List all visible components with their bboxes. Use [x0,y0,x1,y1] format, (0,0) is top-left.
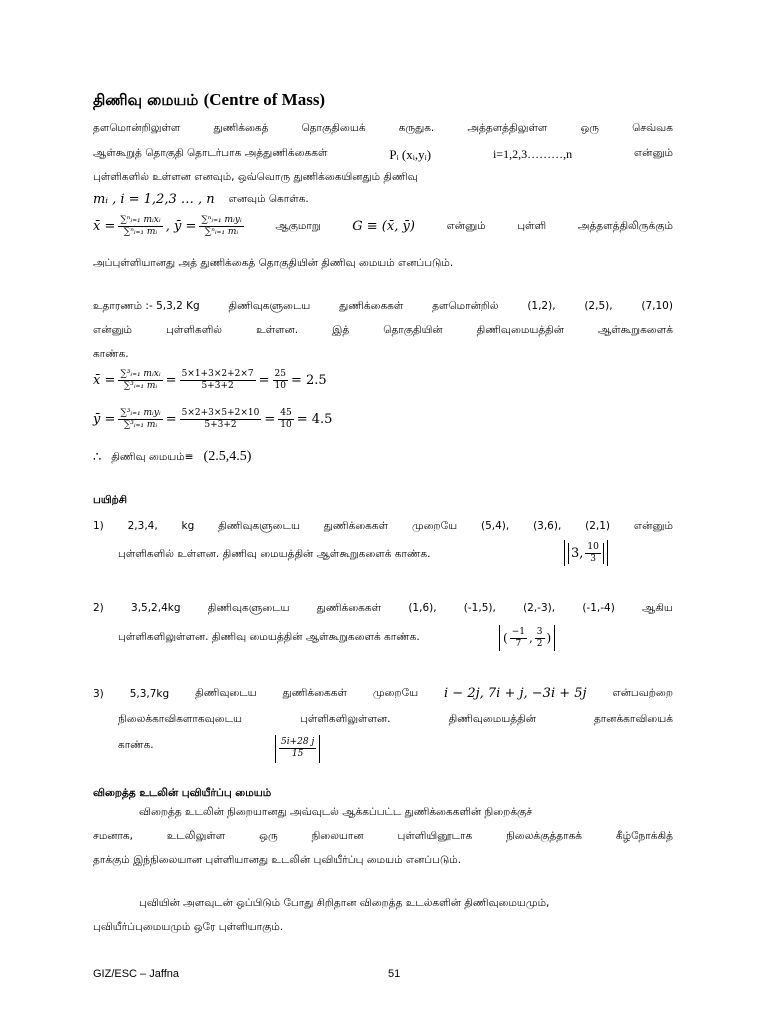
q1-line-1-word-5: துணிக்கைகள் [323,520,389,532]
example-line-1-word-2: திணிவுகளுடைய [228,300,311,312]
q1-answer-num: 10 [587,541,599,552]
intro-line-2-end: என்னும் [633,147,673,159]
intro-line-1-word-4: கருதுக. [398,122,435,134]
q1-line-2: புள்ளிகளில் உள்ளன. திணிவு மையத்தின் ஆள்கூறுகளைக் காண்க. [118,548,431,560]
eq1-numerator: ∑³ᵢ₌₁ mᵢxᵢ [120,369,161,379]
eq1-result: = 2.5 [290,373,327,388]
example-line-2 [93,324,673,337]
example-line-2-word-3: உள்ளன. [256,324,299,336]
q2-line-1-word-1: 2) [93,602,104,614]
q3-masses: 5,3,7kg [129,687,170,700]
intro-line-1-word-1: தளமொன்றிலுள்ள [93,122,181,134]
q1-line-1-word-8: (3,6), [533,520,562,532]
example-line-2-word-4: இத் [332,324,350,336]
cog-p2-line-1: புவியின் அளவுடன் ஒப்பிடும் போது சிறிதான விறைத்த உடல்களின் திணிவுமையமும், [139,897,550,909]
cog-p1-line-2-word-4: நிலையான [311,830,364,842]
q1-answer-x: 3, [571,545,584,561]
q3-answer-num: 5i+28 j [281,737,315,747]
q2-line-2: புள்ளிகளிலுள்ளன. திணிவு மையத்தின் ஆள்கூறுகளைக் காண்க. [118,631,420,643]
eq2-mid-numerator: 5×2+3×5+2×10 [181,408,260,418]
g-definition: G ≡ (x̄, ȳ) [352,219,415,234]
q1-line-1 [93,520,673,533]
eq1-mid-denominator: 5+3+2 [201,381,234,391]
example-line-2-word-1: என்னும் [93,324,133,336]
cog-p1-line-3: தாக்கும் இந்நிலையான புள்ளியானது உடலின் புவியீர்ப்பு மையம் எனப்படும். [93,854,462,866]
eq2-r-numerator: 45 [280,408,292,418]
footer-source: GIZ/ESC – Jaffna [93,968,180,980]
example-line-1-word-1: உதாரணம் :- 5,3,2 Kg [93,300,200,312]
intro-line-1-word-3: தொகுதியைக் [301,122,366,134]
ybar-denominator: ∑ⁿᵢ₌₁ mᵢ [204,227,239,237]
q1-answer [564,540,608,566]
intro-line-4-text: எனவும் கொள்க. [228,193,309,205]
ybar-label: , ȳ = [165,219,197,234]
q1-line-1-word-7: (5,4), [480,520,510,532]
xbar-numerator: ∑ⁿᵢ₌₁ mᵢxᵢ [120,215,161,225]
eq1-mid-numerator: 5×1+3×2+2×7 [181,369,254,379]
q1-line-1-word-9: (2,1) [585,520,611,532]
page-number: 51 [388,968,401,980]
centroid-formula-line [93,216,673,237]
page-title [93,90,325,111]
therefore-symbol: ∴ [93,449,102,465]
example-line-1-word-5: (1,2), [527,300,556,312]
q2-line-1-word-8: (-1,-4) [582,602,615,614]
eq2-r-denominator: 10 [280,420,292,430]
intro-line-1-word-6: ஒரு [580,122,600,134]
example-line-2-word-2: புள்ளிகளில் [166,324,223,336]
eq2-denominator: ∑³ᵢ₌₁ mᵢ [123,420,158,430]
q3-line-3: காண்க. [118,739,154,751]
eq2-lhs: ȳ = [93,412,116,427]
q2-line-1-word-4: துணிக்கைகள் [316,602,382,614]
q1-line-1-word-1: 1) [93,520,104,532]
intro-line-1-word-2: துணிக்கைத் [213,122,269,134]
cog-p2-line-2: புவியீர்ப்புமையமும் ஒரே புள்ளியாகும். [93,921,284,933]
intro-line-3: புள்ளிகளில் உள்ளன எனவும், ஒவ்வொரு துணிக்கையினதும் திணிவு [93,171,418,183]
cog-p1-line-2-word-1: சமனாக, [93,830,133,842]
eq1-r-denominator: 10 [274,381,286,391]
q1-answer-den: 3 [590,553,596,564]
q2-line-1-word-6: (-1,5), [463,602,496,614]
example-line-1-word-7: (7,10) [641,300,673,312]
ybar-numerator: ∑ⁿᵢ₌₁ mᵢyᵢ [201,215,242,225]
in-plane-text: அத்தளத்திலிருக்கும் [577,220,673,232]
q2-answer-num1: −1 [511,626,525,637]
eq1-r-numerator: 25 [274,369,286,379]
q3-number: 3) [93,687,104,700]
intro-line-6: அப்புள்ளியானது அத் துணிக்கைத் தொகுதியின் திணிவு மையம் எனப்படும். [93,257,454,269]
q3-word-4: என்பவற்றை [612,687,673,699]
conclusion-text: திணிவு மையம்≡ [111,450,194,463]
eq2-result: = 4.5 [296,412,333,427]
title-tamil: திணிவு மையம் [93,91,199,109]
intro-line-1-word-5: அத்தளத்திலுள்ள [467,122,548,134]
q3-vectors: i − 2j, 7i + j, −3i + 5j [444,686,587,701]
cog-p1-line-2-word-2: உடலிலுள்ள [166,830,226,842]
eq1-denominator: ∑³ᵢ₌₁ mᵢ [123,381,158,391]
q3-line-2-word-3: திணிவுமையத்தின் [448,713,536,725]
centroid-formula [93,216,244,237]
intro-line-2 [93,147,673,163]
cog-p1-line-2-word-5: புள்ளியினூடாக [397,830,473,842]
intro-line-1-word-7: செவ்வக [632,122,673,134]
q3-line-2-word-1: நிலைக்காவிகளாகவுடைய [118,713,242,725]
point-notation: Pᵢ (xᵢ,yᵢ) [389,147,432,162]
q3-line-2 [118,713,673,726]
q3-line-2-word-2: புள்ளிகளிலுள்ளன. [300,713,391,725]
q2-line-1-word-3: திணிவுகளுடைய [207,602,290,614]
q1-line-1-word-3: kg [181,520,195,532]
cog-p1-line-2-word-6: நிலைக்குத்தாகக் [506,830,583,842]
xbar-label: x̄ = [93,219,116,234]
named-text: என்னும் [446,220,486,232]
eq2-numerator: ∑³ᵢ₌₁ mᵢyᵢ [120,408,161,418]
such-that-text: ஆகுமாறு [275,220,321,232]
q2-line-1-word-5: (1,6), [408,602,437,614]
q2-line-1-word-2: 3,5,2,4kg [131,602,181,614]
example-line-1-word-3: துணிக்கைகள் [339,300,404,312]
q1-line-1-word-2: 2,3,4, [127,520,158,532]
q2-line-1 [93,602,673,615]
example-line-3: காண்க. [93,348,129,360]
q3-word-3: முறையே [372,687,419,699]
q3-line-2-word-4: தானக்காவியைக் [593,713,673,725]
intro-line-2-text: ஆள்கூறுத் தொகுதி தொடர்பாக அத்துணிக்கைகள் [93,147,328,159]
example-eq-y: ȳ = $\frac{\text{∑³ᵢ₌₁ mᵢyᵢ}}{\text{∑³ᵢ₌₁ mᵢ}}$ = $\frac{5\times 2+3\times 5+2\times 10}{5+3+2}$ = $\frac{45}{10}$ = 4.5 [93,408,333,430]
example-line-1-word-4: தளமொன்றில் [432,300,499,312]
conclusion-value: (2.5,4.5) [203,449,252,464]
q1-line-1-word-6: முறையே [411,520,458,532]
cog-heading: விறைத்த உடலின் புவியீர்ப்பு மையம் [93,787,272,799]
exercise-heading: பயிற்சி [93,494,127,506]
cog-p1-line-2-word-7: கீழ்நோக்கித் [615,830,673,842]
q1-line-1-word-10: என்னும் [633,520,673,532]
eq2-mid-denominator: 5+3+2 [204,420,237,430]
q3-word-2: துணிக்கைகள் [282,687,347,699]
q2-answer-den2: 2 [536,638,543,649]
example-line-1-word-6: (2,5), [584,300,613,312]
cog-p1-line-2 [93,830,673,843]
example-line-2-word-7: ஆள்கூறுகளைக் [598,324,673,336]
q3-answer [275,729,320,763]
q3-answer-den: 15 [291,749,304,759]
xbar-denominator: ∑ⁿᵢ₌₁ mᵢ [123,227,158,237]
cog-p1-line-1: விறைத்த உடலின் நிறையானது அவ்வுடல் ஆக்கப்பட்ட துணிக்கைகளின் நிறைக்குச் [139,806,533,818]
q2-answer-den1: 7 [515,638,522,649]
index-range: i=1,2,3………,n [492,147,573,161]
point-text: புள்ளி [517,220,547,232]
q2-answer-num2: 3 [536,626,543,637]
eq1-lhs: x̄ = [93,373,116,388]
mass-index-math: mᵢ , i = 1,2,3 … , n [93,192,215,207]
example-line-2-word-6: திணிவுமையத்தின் [476,324,564,336]
example-conclusion [93,449,251,465]
q2-line-1-word-7: (2,-3), [523,602,556,614]
cog-p1-line-2-word-3: ஒரு [259,830,278,842]
intro-line-1 [93,122,673,135]
q2-answer: ( $\frac{-1}{7}$ , $\frac{3}{2}$ ) [499,625,555,651]
example-eq-x: x̄ = $\frac{\text{∑³ᵢ₌₁ mᵢxᵢ}}{\text{∑³ᵢ₌₁ mᵢ}}$ = $\frac{5\times 1+3\times 2+2\times 7}{5+3+2}$ = $\frac{25}{10}$ = 2.5 [93,369,327,391]
title-english: (Centre of Mass) [203,90,326,109]
q2-line-1-word-9: ஆகிய [642,602,673,614]
q3-line-1 [93,686,673,701]
example-line-1 [93,300,673,313]
example-line-2-word-5: தொகுதியின் [383,324,443,336]
intro-line-4 [93,192,309,207]
q3-word-1: திணிவுடைய [195,687,257,699]
q1-line-1-word-4: திணிவுகளுடைய [218,520,300,532]
